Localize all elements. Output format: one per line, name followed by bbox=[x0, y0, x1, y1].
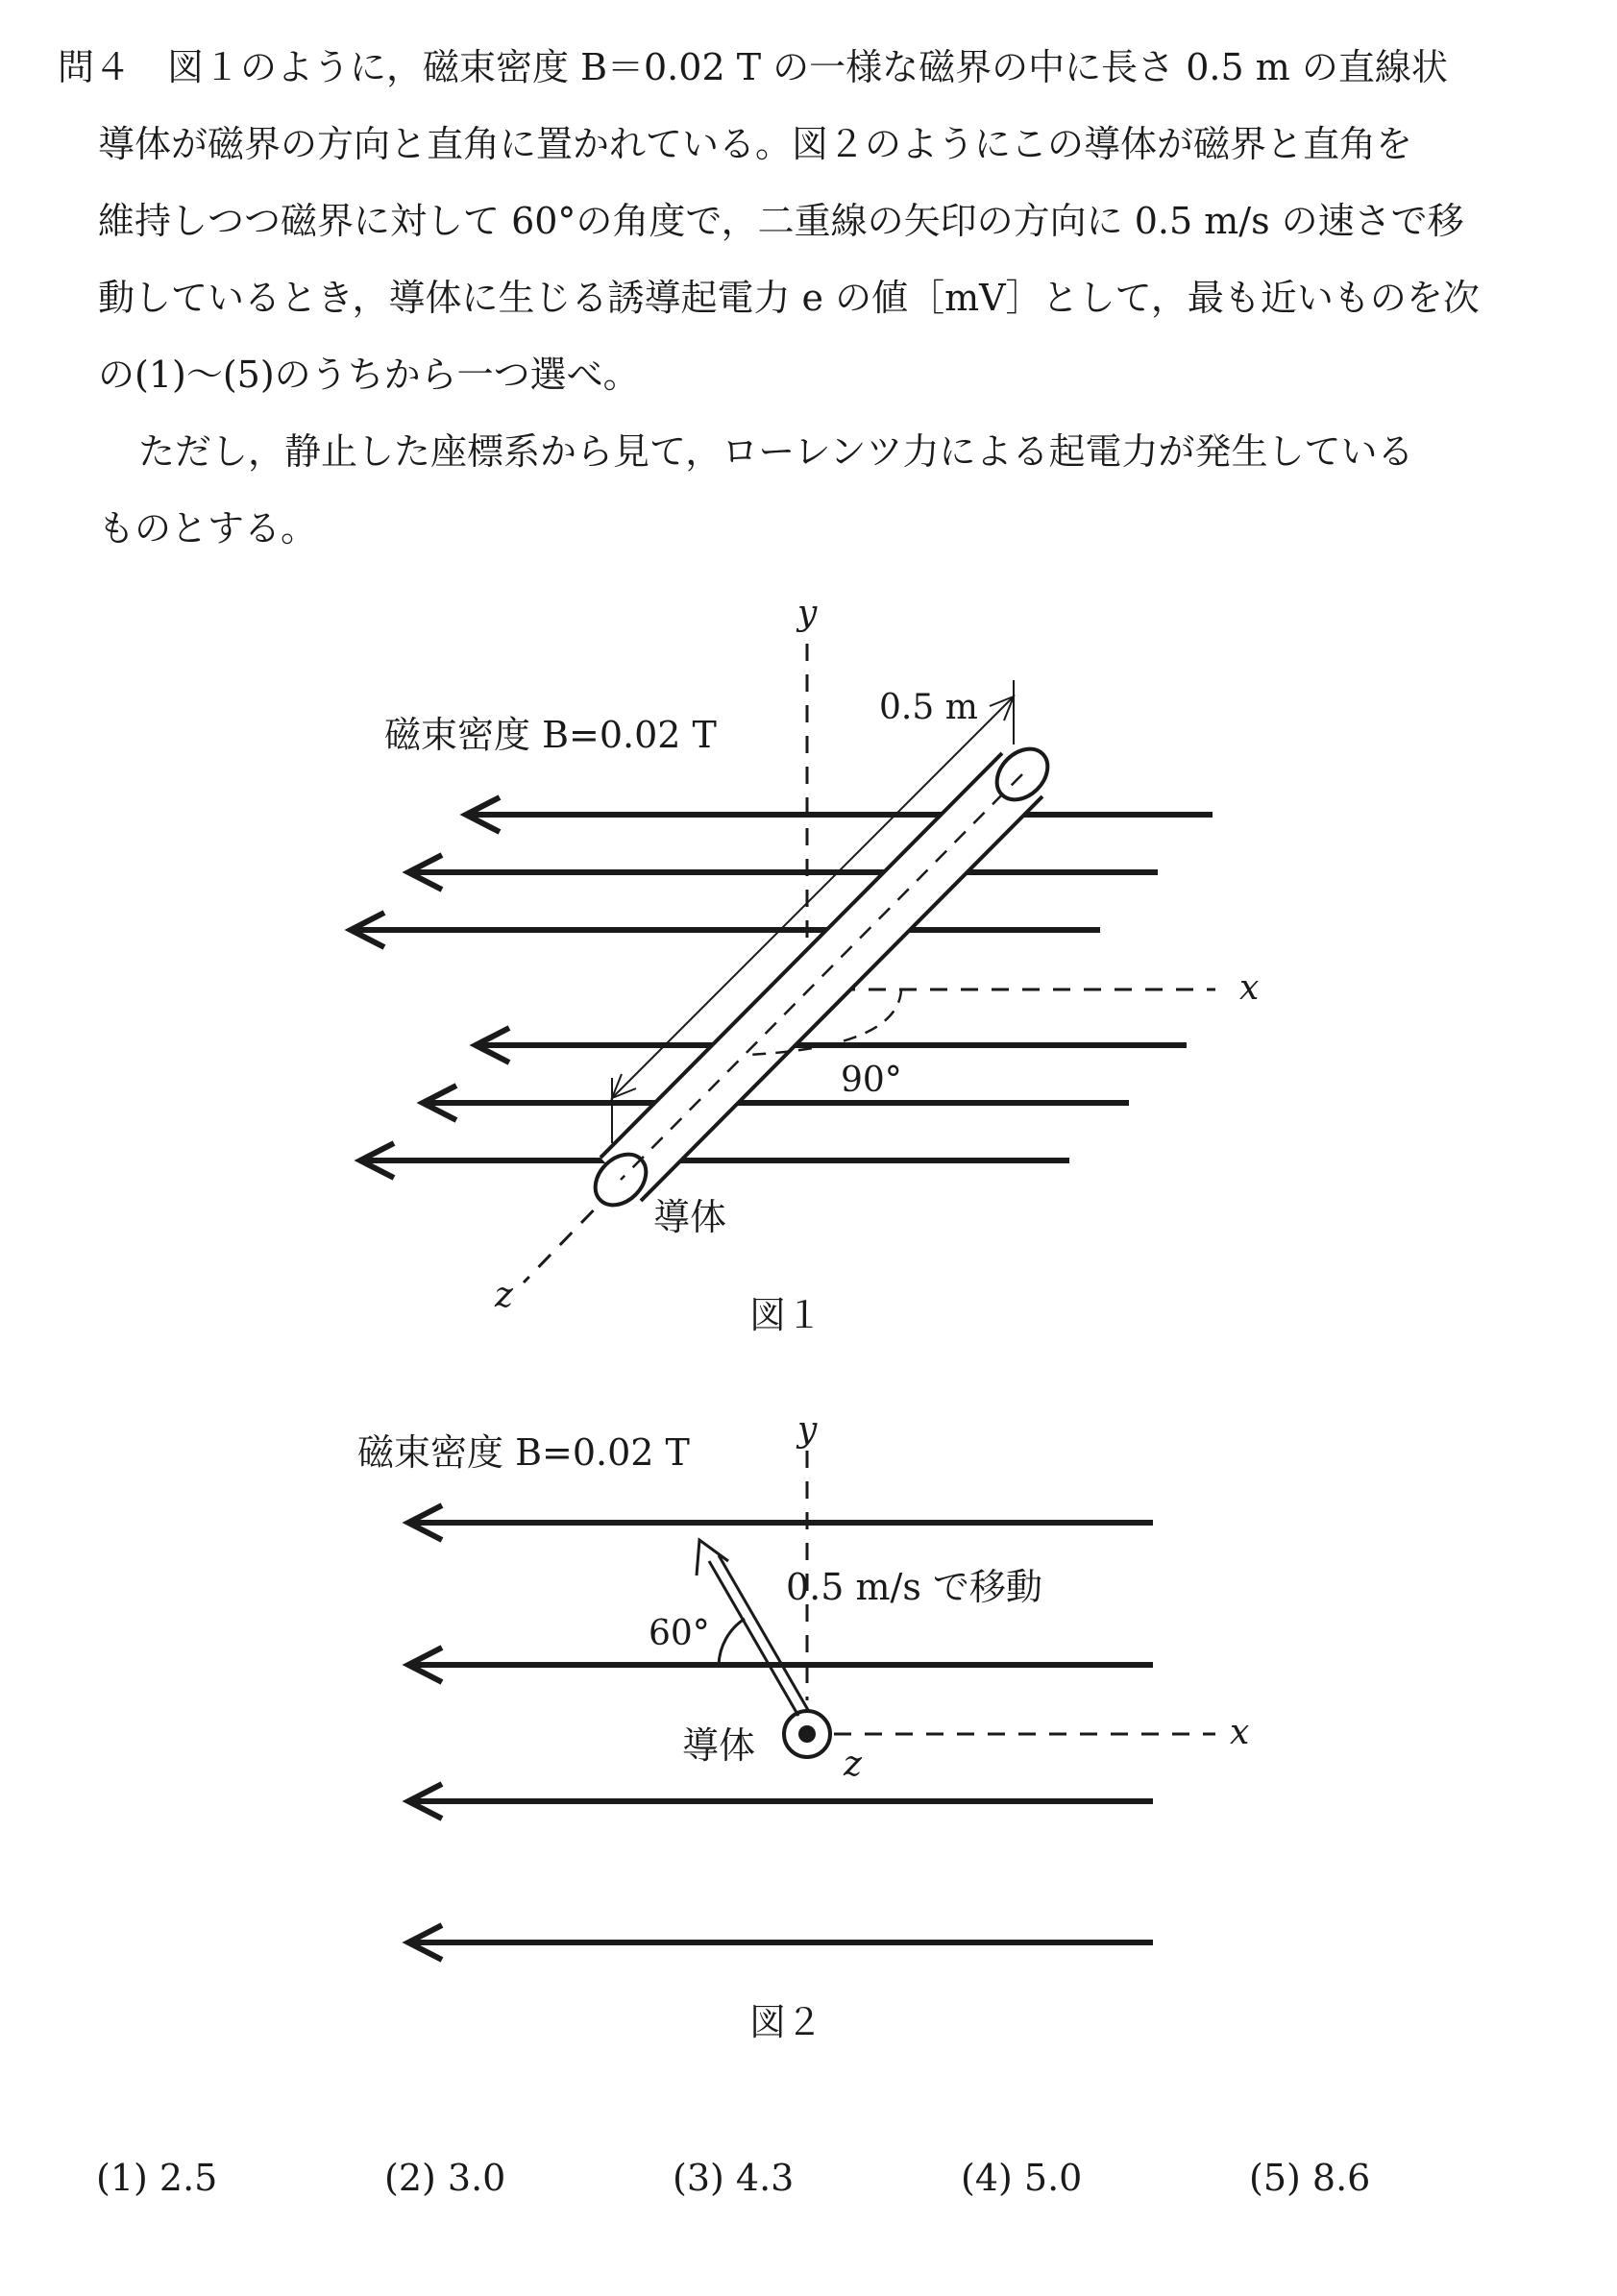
choice-2-num: (2) bbox=[384, 2157, 436, 2199]
question-text bbox=[58, 29, 1576, 413]
question-line-3: 維持しつつ磁界に対して 60°の角度で，二重線の矢印の方向に 0.5 m/s の速さで移 bbox=[98, 200, 1464, 242]
fig1-x-label: x bbox=[1239, 968, 1260, 1008]
question-line-4: 動しているとき，導体に生じる誘導起電力 e の値［mV］として，最も近いものを次 bbox=[98, 277, 1480, 319]
choice-1-value: 2.5 bbox=[159, 2157, 218, 2199]
fig2-angle-label: 60° bbox=[649, 1614, 710, 1653]
fig2-field-label: 磁束密度 B=0.02 T bbox=[357, 1431, 690, 1474]
figure-2 bbox=[0, 1403, 1617, 2056]
choice-4-value: 5.0 bbox=[1023, 2157, 1083, 2199]
question-line-1: 問４ 図１のように，磁束密度 B＝0.02 T の一様な磁界の中に長さ 0.5 m の直線状 bbox=[58, 46, 1448, 88]
fig2-z-label: z bbox=[844, 1745, 862, 1784]
fig1-y-label: y bbox=[797, 594, 818, 633]
fig2-conductor-dot bbox=[798, 1725, 816, 1743]
choice-2-value: 3.0 bbox=[447, 2157, 506, 2199]
choice-3-value: 4.3 bbox=[735, 2157, 795, 2199]
choice-5-value: 8.6 bbox=[1311, 2157, 1371, 2199]
question-note bbox=[58, 413, 1576, 567]
choice-4[interactable] bbox=[961, 2157, 1082, 2199]
choice-1[interactable] bbox=[96, 2157, 217, 2199]
fig1-angle-label: 90° bbox=[841, 1061, 902, 1100]
choice-3[interactable] bbox=[673, 2157, 794, 2199]
fig1-field-label: 磁束密度 B=0.02 T bbox=[384, 714, 717, 756]
choice-5[interactable] bbox=[1249, 2157, 1370, 2199]
choice-3-num: (3) bbox=[673, 2157, 724, 2199]
fig1-length-label: 0.5 m bbox=[879, 688, 978, 727]
fig1-conductor bbox=[585, 739, 1058, 1215]
fig1-z-label: z bbox=[495, 1276, 513, 1315]
figure-1 bbox=[0, 576, 1617, 1345]
fig2-conductor-label: 導体 bbox=[682, 1724, 756, 1767]
note-line-1: ただし，静止した座標系から見て，ローレンツ力による起電力が発生している bbox=[138, 430, 1414, 473]
choice-2[interactable] bbox=[384, 2157, 505, 2199]
answer-choices bbox=[96, 2157, 1441, 2214]
choice-4-num: (4) bbox=[961, 2157, 1013, 2199]
fig1-conductor-label: 導体 bbox=[653, 1196, 727, 1238]
fig2-caption: 図２ bbox=[749, 2001, 823, 2043]
fig2-angle-arc bbox=[719, 1619, 745, 1665]
fig2-velocity-label: 0.5 m/s で移動 bbox=[786, 1566, 1042, 1608]
choice-1-num: (1) bbox=[96, 2157, 148, 2199]
question-line-5: の(1)～(5)のうちから一つ選べ。 bbox=[98, 354, 640, 396]
fig2-y-label: y bbox=[797, 1410, 818, 1450]
fig1-caption: 図１ bbox=[749, 1294, 823, 1336]
fig2-x-label: x bbox=[1230, 1713, 1250, 1752]
note-line-2: ものとする。 bbox=[98, 507, 318, 550]
choice-5-num: (5) bbox=[1249, 2157, 1301, 2199]
question-line-2: 導体が磁界の方向と直角に置かれている。図２のようにこの導体が磁界と直角を bbox=[98, 123, 1413, 165]
